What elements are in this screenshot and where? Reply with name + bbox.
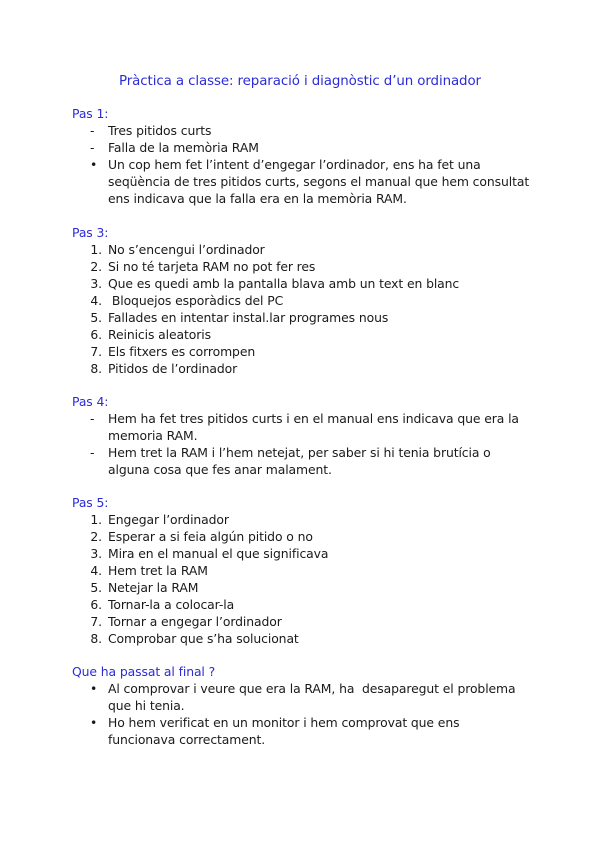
list-item [72, 156, 542, 207]
dash-marker: - [90, 411, 95, 426]
list-item [72, 714, 542, 748]
section-pas-3 [72, 224, 542, 377]
page-title: Pràctica a classe: reparació i diagnòstic d’un ordinador [119, 74, 481, 89]
list-number: 6. [90, 597, 102, 612]
section-pas-1 [72, 105, 542, 207]
numbered-list [72, 241, 542, 377]
list-item [72, 309, 542, 326]
bullet-marker: • [90, 157, 98, 172]
list-item-text: Un cop hem fet l’intent d’engegar l’ordinador, ens ha fet una seqüència de tres pitidos curts, segons el manual que hem consultat ens indicava que la falla era en la memòria RAM. [108, 157, 530, 206]
bullet-list [72, 122, 542, 207]
list-item [72, 258, 542, 275]
list-item-text: Si no té tarjeta RAM no pot fer res [108, 259, 316, 274]
list-item-text: Pitidos de l’ordinador [108, 361, 238, 376]
list-item-text: Hem tret la RAM [108, 563, 208, 578]
list-number: 7. [90, 614, 102, 629]
list-item [72, 241, 542, 258]
list-item [72, 680, 542, 714]
section-pas-5 [72, 494, 542, 647]
list-item [72, 122, 542, 139]
list-item [72, 528, 542, 545]
list-item [72, 444, 542, 478]
list-number: 5. [90, 310, 102, 325]
list-item-text: Tres pitidos curts [108, 123, 212, 138]
list-item-text: Els fitxers es corrompen [108, 344, 256, 359]
bullet-marker: • [90, 681, 98, 696]
list-item-text: Reinicis aleatoris [108, 327, 211, 342]
section-heading: Pas 5: [72, 495, 109, 510]
list-item-text: Netejar la RAM [108, 580, 199, 595]
bullet-list [72, 680, 542, 748]
list-number: 4. [90, 563, 102, 578]
dash-marker: - [90, 140, 95, 155]
list-number: 6. [90, 327, 102, 342]
list-item-text: Bloquejos esporàdics del PC [108, 293, 284, 308]
dash-marker: - [90, 445, 95, 460]
list-number: 3. [90, 276, 102, 291]
list-item-text: Hem ha fet tres pitidos curts i en el manual ens indicava que era la memoria RAM. [108, 411, 519, 443]
list-item [72, 630, 542, 647]
list-item [72, 292, 542, 309]
list-item-text: Fallades en intentar instal.lar programes nous [108, 310, 389, 325]
list-item [72, 410, 542, 444]
list-number: 4. [90, 293, 102, 308]
list-item [72, 545, 542, 562]
list-number: 1. [90, 242, 102, 257]
list-item-text: Tornar-la a colocar-la [108, 597, 235, 612]
list-item [72, 579, 542, 596]
list-item [72, 613, 542, 630]
list-item [72, 326, 542, 343]
list-number: 2. [90, 529, 102, 544]
list-item [72, 343, 542, 360]
dash-marker: - [90, 123, 95, 138]
list-item-text: Falla de la memòria RAM [108, 140, 259, 155]
list-item [72, 562, 542, 579]
list-number: 5. [90, 580, 102, 595]
list-item [72, 360, 542, 377]
list-item [72, 139, 542, 156]
numbered-list [72, 511, 542, 647]
section-pas-4 [72, 393, 542, 478]
list-item-text: Tornar a engegar l’ordinador [108, 614, 282, 629]
section-heading: Pas 4: [72, 394, 109, 409]
list-item-text: Al comprovar i veure que era la RAM, ha desaparegut el problema que hi tenia. [108, 681, 520, 713]
list-number: 8. [90, 361, 102, 376]
list-item-text: Ho hem verificat en un monitor i hem comprovat que ens funcionava correctament. [108, 715, 460, 747]
list-item-text: Mira en el manual el que significava [108, 546, 329, 561]
list-item-text: No s’encengui l’ordinador [108, 242, 265, 257]
list-item-text: Comprobar que s’ha solucionat [108, 631, 299, 646]
list-item-text: Hem tret la RAM i l’hem netejat, per saber si hi tenia brutícia o alguna cosa que fes anar malament. [108, 445, 491, 477]
list-item-text: Engegar l’ordinador [108, 512, 229, 527]
section-heading: Pas 3: [72, 225, 109, 240]
list-number: 8. [90, 631, 102, 646]
list-number: 3. [90, 546, 102, 561]
bullet-list [72, 410, 542, 478]
list-item-text: Esperar a si feia algún pitido o no [108, 529, 313, 544]
list-item [72, 596, 542, 613]
list-number: 2. [90, 259, 102, 274]
bullet-marker: • [90, 715, 98, 730]
list-number: 7. [90, 344, 102, 359]
section-final [72, 663, 542, 748]
list-number: 1. [90, 512, 102, 527]
list-item [72, 275, 542, 292]
list-item-text: Que es quedi amb la pantalla blava amb un text en blanc [108, 276, 460, 291]
list-item [72, 511, 542, 528]
section-heading: Que ha passat al final ? [72, 664, 216, 679]
section-heading: Pas 1: [72, 106, 109, 121]
